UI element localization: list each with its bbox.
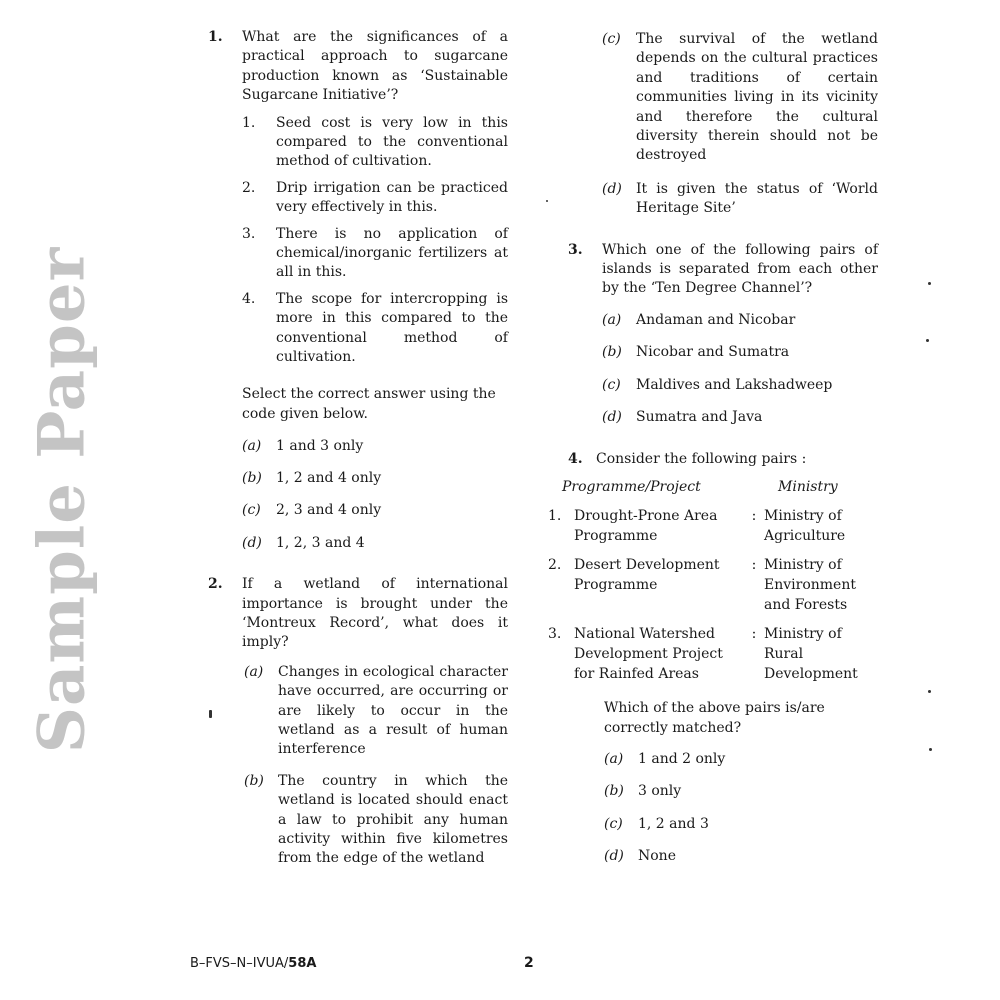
- option: (d) None: [604, 848, 676, 865]
- option: (b) 3 only: [604, 783, 682, 800]
- option-list: [548, 750, 878, 867]
- option: (b) Nicobar and Sumatra: [602, 344, 790, 361]
- option: (c) The survival of the wetland depends on the cultural practices and traditions of certain communities living in its vicinity and therefore the cultural diversity therein should not be destroyed: [602, 31, 878, 164]
- statement-list: [208, 114, 508, 368]
- watermark-text: Sample Paper: [24, 246, 100, 754]
- column-heading-programme: Programme/Project: [562, 478, 701, 495]
- pair-row: 1. Drought-Prone Area Programme : Ministry of Agriculture: [548, 507, 846, 544]
- option-list: [548, 311, 878, 428]
- left-column: [208, 28, 508, 881]
- option: (c) Maldives and Lakshadweep: [602, 376, 833, 393]
- option-list-continued: [548, 30, 878, 219]
- question-2: [208, 575, 508, 653]
- statement: 1. Seed cost is very low in this compared to the conventional method of cultivation.: [242, 114, 508, 170]
- column-heading-ministry: Ministry: [778, 478, 838, 495]
- question-text: Which one of the following pairs of islands is separated from each other by the ‘Ten Degree Channel’?: [602, 241, 878, 297]
- page-number: 2: [524, 955, 534, 971]
- scan-speck: [209, 710, 212, 718]
- statement: 2. Drip irrigation can be practiced very effectively in this.: [242, 179, 508, 216]
- question-number: 4.: [568, 450, 583, 467]
- option: (d) 1, 2, 3 and 4: [242, 534, 365, 551]
- option: (c) 2, 3 and 4 only: [242, 502, 382, 519]
- question-4: [548, 450, 878, 469]
- right-column: [548, 28, 878, 880]
- option-list: [208, 437, 508, 554]
- paper-code: B–FVS–N–IVUA/58A: [190, 956, 317, 971]
- option: (b) 1, 2 and 4 only: [242, 469, 382, 486]
- pairs-question: Which of the above pairs is/are correctly matched?: [604, 699, 825, 736]
- question-number: 3.: [568, 241, 583, 258]
- pairs-table: [548, 506, 878, 684]
- answer-instruction: Select the correct answer using the code given below.: [242, 385, 496, 422]
- question-number: 1.: [208, 29, 223, 45]
- pair-row: 2. Desert Development Programme : Ministry of Environment and Forests: [548, 556, 856, 613]
- question-3: [548, 241, 878, 299]
- option: (a) 1 and 2 only: [604, 750, 726, 767]
- question-text: If a wetland of international importance is brought under the ‘Montreux Record’, what does it imply?: [242, 576, 508, 651]
- option: (a) 1 and 3 only: [242, 437, 364, 454]
- pairs-header: [548, 477, 878, 497]
- question-text: Consider the following pairs :: [596, 450, 807, 467]
- option: (a) Andaman and Nicobar: [602, 311, 796, 328]
- statement: 4. The scope for intercropping is more in this compared to the conventional method of cultivation.: [242, 290, 508, 366]
- question-text: What are the significances of a practical approach to sugarcane production known as ‘Sustainable Sugarcane Initiative’?: [242, 29, 508, 104]
- scan-speck: [546, 200, 548, 202]
- option: (d) Sumatra and Java: [602, 409, 763, 426]
- scan-speck: [929, 748, 932, 751]
- option-list: [208, 663, 508, 869]
- statement: 3. There is no application of chemical/inorganic fertilizers at all in this.: [242, 225, 508, 281]
- scan-speck: [928, 690, 931, 693]
- pair-row: 3. National Watershed Development Project for Rainfed Areas : Ministry of Rural Development: [548, 625, 858, 682]
- option: (b) The country in which the wetland is located should enact a law to prohibit any human activity within five kilometres from the edge of the wetland: [244, 772, 508, 867]
- question-number: 2.: [208, 576, 223, 593]
- question-1: [208, 28, 508, 106]
- option: (c) 1, 2 and 3: [604, 815, 709, 832]
- scan-speck: [928, 282, 931, 285]
- scan-speck: [926, 339, 929, 342]
- option: (d) It is given the status of ‘World Heritage Site’: [602, 180, 878, 217]
- option: (a) Changes in ecological character have occurred, are occurring or are likely to occur in the wetland as a result of human interference: [244, 663, 508, 758]
